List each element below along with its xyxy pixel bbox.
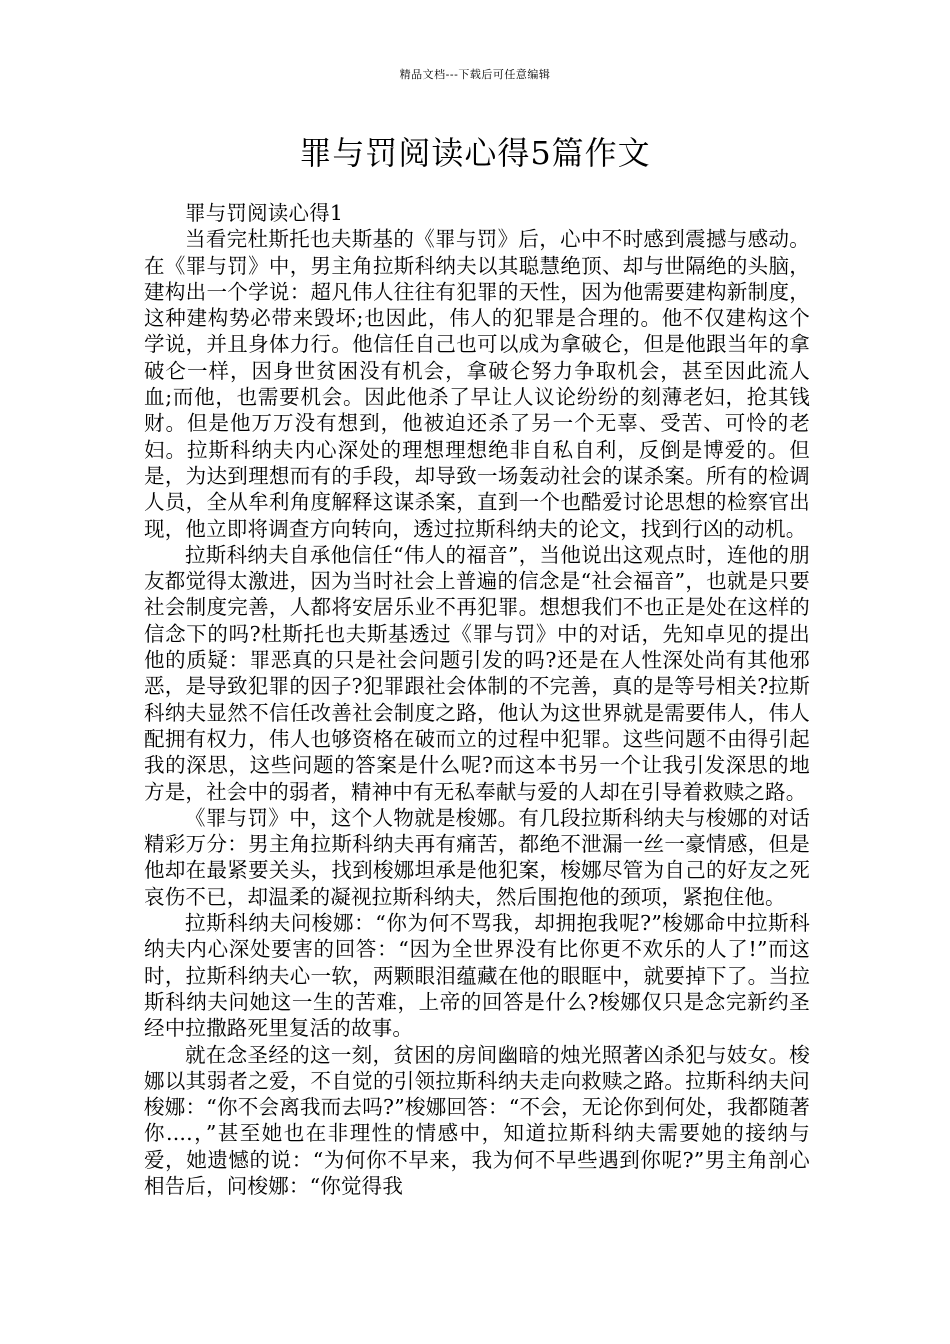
document-body bbox=[144, 200, 810, 1199]
body-paragraph: 当看完杜斯托也夫斯基的《罪与罚》后，心中不时感到震撼与感动。在《罪与罚》中，男主角拉斯科纳夫以其聪慧绝顶、却与世隔绝的头脑，建构出一个学说：超凡伟人往往有犯罪的天性，因为他需要建构新制度，这种建构势必带来毁坏;也因此，伟人的犯罪是合理的。他不仅建构这个学说，并且身体力行。他信任自己也可以成为拿破仑，但是他跟当年的拿破仑一样，因身世贫困没有机会，拿破仑努力争取机会，甚至因此流人血;而他，也需要机会。因此他杀了早让人议论纷纷的刻薄老妇，抢其钱财。但是他万万没有想到，他被迫还杀了另一个无辜、受苦、可怜的老妇。拉斯科纳夫内心深处的理想理想绝非自私自利，反倒是博爱的。但是，为达到理想而有的手段，却导致一场轰动社会的谋杀案。所有的检调人员，全从牟利角度解释这谋杀案，直到一个也酷爱讨论思想的检察官出现，他立即将调查方向转向，透过拉斯科纳夫的论文，找到行凶的动机。 bbox=[144, 227, 810, 541]
body-paragraph: 拉斯科纳夫自承他信任“伟人的福音”，当他说出这观点时，连他的朋友都觉得太激进，因为当时社会上普遍的信念是“社会福音”，也就是只要社会制度完善，人都将安居乐业不再犯罪。想想我们不也正是处在这样的信念下的吗?杜斯托也夫斯基透过《罪与罚》中的对话，先知卓见的提出他的质疑：罪恶真的只是社会问题引发的吗?还是在人性深处尚有其他邪恶，是导致犯罪的因子?犯罪跟社会体制的不完善，真的是等号相关?拉斯科纳夫显然不信任改善社会制度之路，他认为这世界就是需要伟人，伟人配拥有权力，伟人也够资格在破而立的过程中犯罪。这些问题不由得引起我的深思，这些问题的答案是什么呢?而这本书另一个让我引发深思的地方是，社会中的弱者，精神中有无私奉献与爱的人却在引导着救赎之路。 bbox=[144, 542, 810, 804]
body-paragraph: 拉斯科纳夫问梭娜：“你为何不骂我，却拥抱我呢?”梭娜命中拉斯科纳夫内心深处要害的回答：“因为全世界没有比你更不欢乐的人了!”而这时，拉斯科纳夫心一软，两颗眼泪蕴藏在他的眼眶中，就要掉下了。当拉斯科纳夫问她这一生的苦难，上帝的回答是什么?梭娜仅只是念完新约圣经中拉撒路死里复活的故事。 bbox=[144, 911, 810, 1041]
header-note: 精品文档---下载后可任意编辑 bbox=[399, 68, 551, 81]
section-heading: 罪与罚阅读心得1 bbox=[185, 201, 344, 225]
body-paragraph: 《罪与罚》中，这个人物就是梭娜。有几段拉斯科纳夫与梭娜的对话精彩万分：男主角拉斯科纳夫再有痛苦，都绝不泄漏一丝一豪情感，但是他却在最紧要关头，找到梭娜坦承是他犯案，梭娜尽管为自己的好友之死哀伤不已，却温柔的凝视拉斯科纳夫，然后围抱他的颈项，紧抱住他。 bbox=[144, 805, 810, 909]
body-paragraph: 就在念圣经的这一刻，贫困的房间幽暗的烛光照著凶杀犯与妓女。梭娜以其弱者之爱，不自觉的引领拉斯科纳夫走向救赎之路。拉斯科纳夫问梭娜：“你不会离我而去吗?”梭娜回答：“不会，无论你到何处，我都随著你....，”甚至她也在非理性的情感中，知道拉斯科纳夫需要她的接纳与爱，她遗憾的说：“为何你不早来，我为何不早些遇到你呢?”男主角剖心相告后，问梭娜：“你觉得我 bbox=[144, 1042, 810, 1198]
document-title: 罪与罚阅读心得5篇作文 bbox=[299, 134, 651, 172]
